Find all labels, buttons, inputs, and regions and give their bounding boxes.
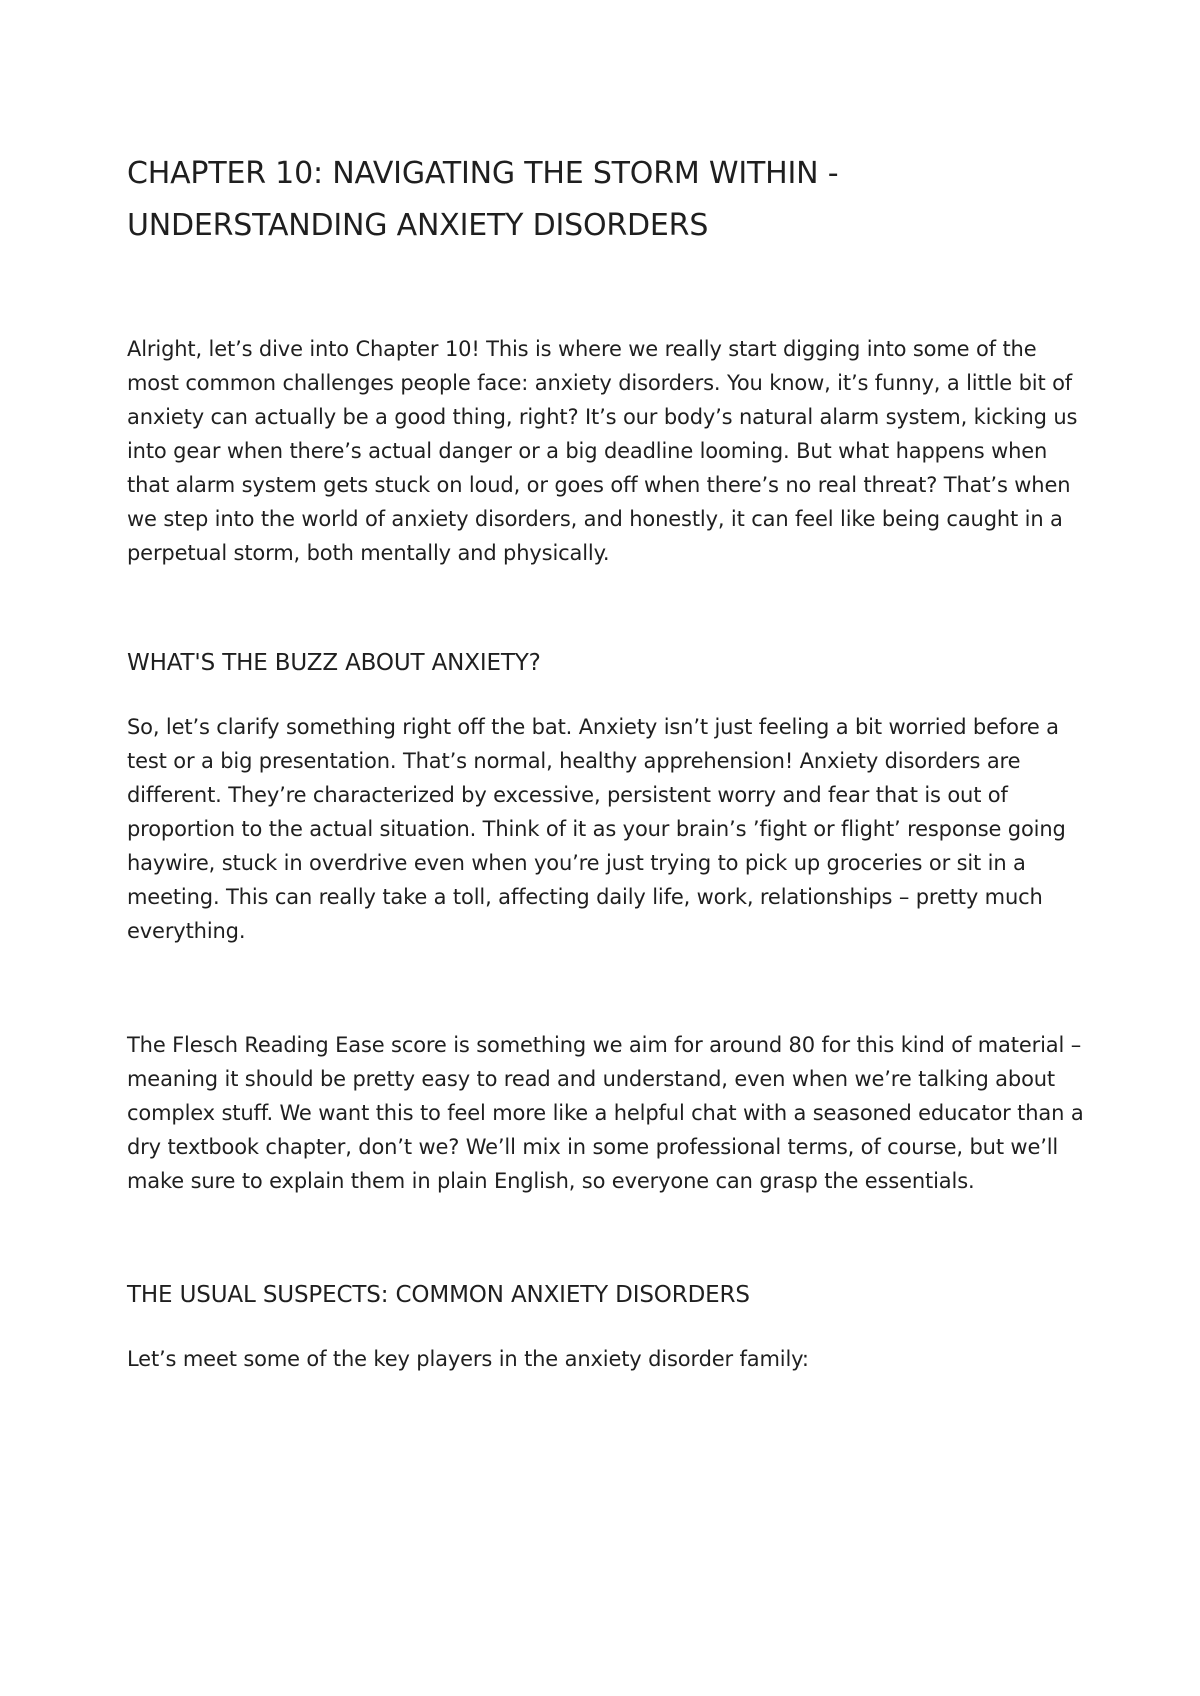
paragraph-key-players: Let’s meet some of the key players in the anxiety disorder family: (127, 1347, 809, 1371)
chapter-title: CHAPTER 10: NAVIGATING THE STORM WITHIN - UNDERSTANDING ANXIETY DISORDERS (127, 156, 839, 243)
intro-paragraph: Alright, let’s dive into Chapter 10! This is where we really start digging into some of the most common challenges people face: anxiety disorders. You know, it’s funny, a little bit of anxiety can actually be a good thing, right? It’s our body’s natural alarm system, kicking us into gear when there’s actual danger or a big deadline looming. But what happens when that alarm system gets stuck on loud, or goes off when there’s no real threat? That’s when we step into the world of anxiety disorders, and honestly, it can feel like being caught in a perpetual storm, both mentally and physically. (127, 337, 1078, 565)
paragraph-anxiety-definition: So, let’s clarify something right off the bat. Anxiety isn’t just feeling a bit worried before a test or a big presentation. That’s normal, healthy apprehension! Anxiety disorders are different. They’re characterized by excessive, persistent worry and fear that is out of proportion to the actual situation. Think of it as your brain’s ’fight or flight’ response going haywire, stuck in overdrive even when you’re just trying to pick up groceries or sit in a meeting. This can really take a toll, affecting daily life, work, relationships – pretty much everything. (127, 715, 1066, 943)
section-heading-common-disorders: THE USUAL SUSPECTS: COMMON ANXIETY DISORDERS (127, 1282, 750, 1308)
section-heading-anxiety-buzz: WHAT'S THE BUZZ ABOUT ANXIETY? (127, 650, 541, 676)
document-body (127, 148, 1087, 1376)
paragraph-reading-ease: The Flesch Reading Ease score is something we aim for around 80 for this kind of material – meaning it should be pretty easy to read and understand, even when we’re talking about complex stuff. We want this to feel more like a helpful chat with a seasoned educator than a dry textbook chapter, don’t we? We’ll mix in some professional terms, of course, but we’ll make sure to explain them in plain English, so everyone can grasp the essentials. (127, 1033, 1084, 1193)
